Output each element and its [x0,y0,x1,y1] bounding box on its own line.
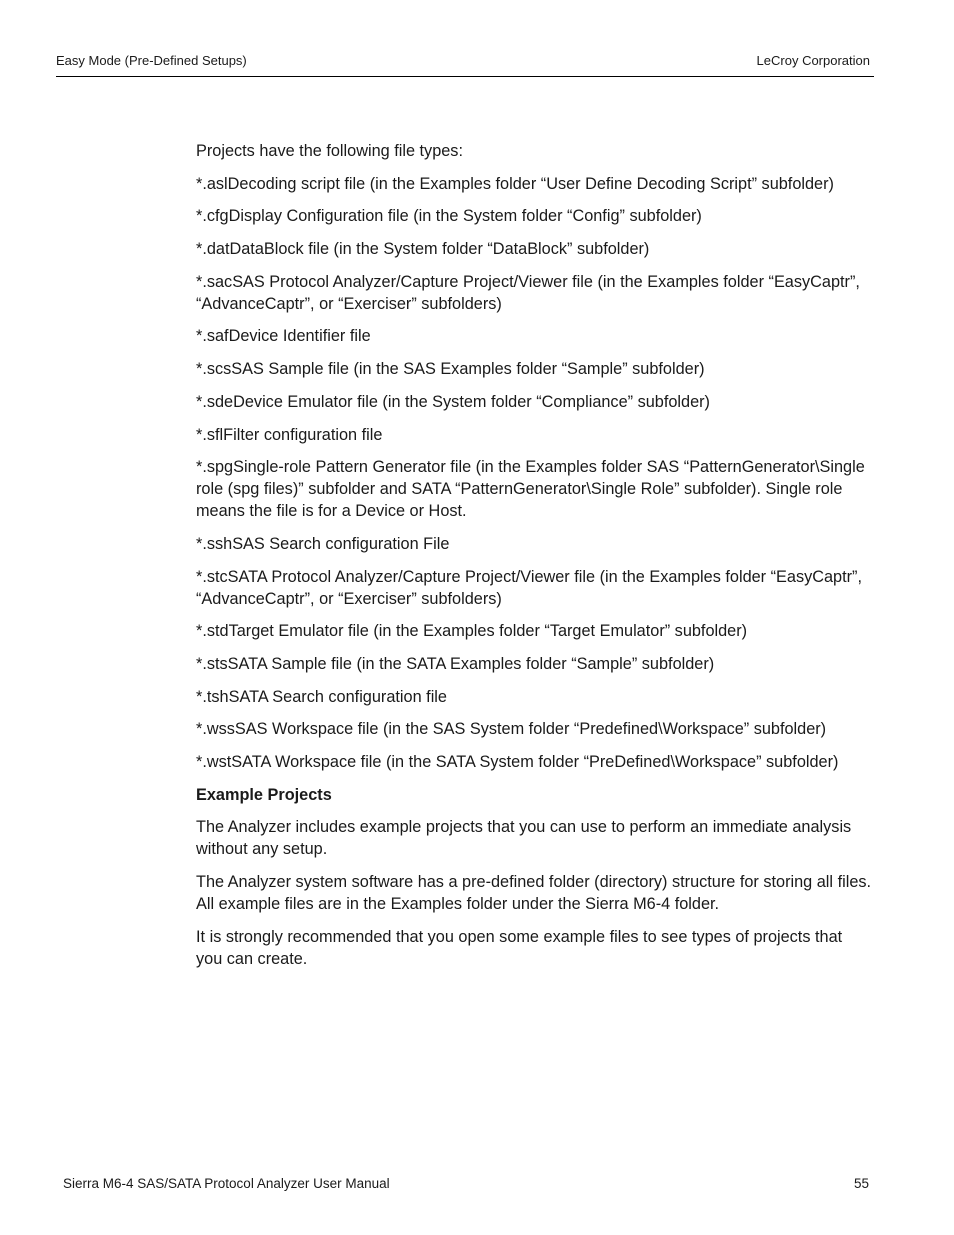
file-type-wss: *.wssSAS Workspace file (in the SAS System folder “Predefined\Workspace” subfolder) [196,720,827,739]
file-type-ssh: *.sshSAS Search configuration File [196,534,450,553]
page-header [56,50,874,77]
page-body [196,140,872,980]
header-company: LeCroy Corporation [756,53,870,68]
body-paragraph: The Analyzer system software has a pre-defined folder (directory) structure for storing all files. All example files are in the Examples folder under the Sierra M6-4 folder. [196,873,872,914]
file-type-sts: *.stsSATA Sample file (in the SATA Examples folder “Sample” subfolder) [196,654,715,673]
intro-paragraph: Projects have the following file types: [196,142,463,160]
file-type-sfl: *.sflFilter configuration file [196,425,383,444]
body-paragraph: It is strongly recommended that you open some example files to see types of projects that you can create. [196,927,843,968]
file-type-sde: *.sdeDevice Emulator file (in the System folder “Compliance” subfolder) [196,392,710,411]
file-type-spg: *.spgSingle-role Pattern Generator file (in the Examples folder SAS “PatternGenerator\Single role (spg files)” subfolder and SATA “PatternGenerator\Single Role” subfolder). Single role means the file is for a Device or Host. [196,458,865,521]
file-type-std: *.stdTarget Emulator file (in the Examples folder “Target Emulator” subfolder) [196,622,748,641]
file-type-asl: *.aslDecoding script file (in the Examples folder “User Define Decoding Script” subfolder) [196,174,834,193]
footer-manual-title: Sierra M6-4 SAS/SATA Protocol Analyzer User Manual [63,1176,390,1191]
file-type-stc: *.stcSATA Protocol Analyzer/Capture Project/Viewer file (in the Examples folder “EasyCaptr”, “AdvanceCaptr”, or “Exerciser” subfolders) [196,567,862,608]
body-paragraph: The Analyzer includes example projects that you can use to perform an immediate analysis without any setup. [196,818,852,859]
file-type-wst: *.wstSATA Workspace file (in the SATA System folder “PreDefined\Workspace” subfolder) [196,753,839,771]
file-type-scs: *.scsSAS Sample file (in the SAS Examples folder “Sample” subfolder) [196,360,705,379]
header-section-title: Easy Mode (Pre-Defined Setups) [56,53,247,68]
file-type-saf: *.safDevice Identifier file [196,327,371,346]
file-type-dat: *.datDataBlock file (in the System folder “DataBlock” subfolder) [196,240,650,259]
section-heading: Example Projects [196,785,332,804]
file-type-cfg: *.cfgDisplay Configuration file (in the System folder “Config” subfolder) [196,207,702,226]
file-type-sac: *.sacSAS Protocol Analyzer/Capture Project/Viewer file (in the Examples folder “EasyCaptr”, “AdvanceCaptr”, or “Exerciser” subfolders) [196,272,860,313]
file-type-tsh: *.tshSATA Search configuration file [196,687,447,706]
page-number: 55 [853,1176,869,1191]
